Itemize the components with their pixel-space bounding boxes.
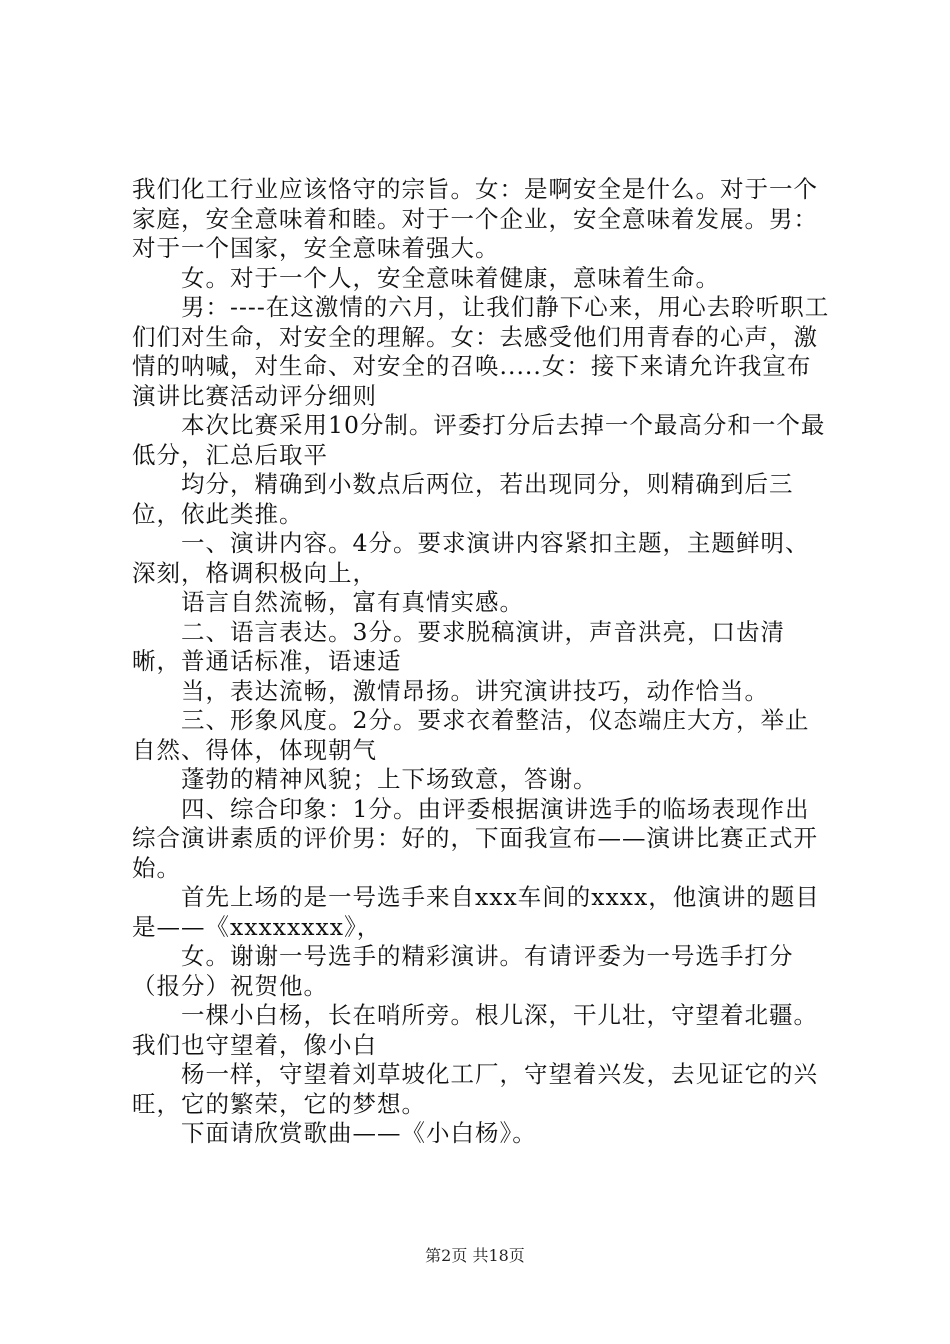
paragraph: 下面请欣赏歌曲——《小白杨》。 [181,1119,537,1147]
paragraph: 女。谢谢一号选手的精彩演讲。有请评委为一号选手打分（报分）祝贺他。 [132,942,794,1000]
paragraph: 女。对于一个人，安全意味着健康，意味着生命。 [181,263,720,292]
paragraph: 四、综合印象：1分。由评委根据演讲选手的临场表现作出综合演讲素质的评价男：好的，下面我宣布——演讲比赛正式开始。 [132,794,818,882]
paragraph: 一、演讲内容。4分。要求演讲内容紧扣主题，主题鲜明、深刻，格调积极向上， [132,529,810,587]
paragraph: 本次比赛采用10分制。评委打分后去掉一个最高分和一个最低分，汇总后取平 [132,411,826,469]
paragraph: 二、语言表达。3分。要求脱稿演讲，声音洪亮，口齿清晰，普通话标准，语速适 [132,617,785,675]
paragraph: 均分，精确到小数点后两位，若出现同分，则精确到后三位，依此类推。 [132,470,794,528]
paragraph: 蓬勃的精神风貌；上下场致意，答谢。 [181,765,598,793]
paragraph: 首先上场的是一号选手来自xxx车间的xxxx，他演讲的题目是——《xxxxxxxx》， [132,883,820,941]
paragraph: 我们化工行业应该恪守的宗旨。女：是啊安全是什么。对于一个家庭，安全意味着和睦。对于一个企业，安全意味着发展。男：对于一个国家，安全意味着强大。 [132,175,818,262]
paragraph: 三、形象风度。2分。要求衣着整洁，仪态端庄大方，举止自然、得体，体现朝气 [132,706,810,764]
paragraph: 一棵小白杨，长在哨所旁。根儿深，干儿壮，守望着北疆。我们也守望着，像小白 [132,1001,818,1059]
paragraph: 男：----在这激情的六月，让我们静下心来，用心去聆听职工们们对生命，对安全的理解。女：去感受他们用青春的心声，激情的呐喊，对生命、对安全的召唤.....女：接下来请允许我宣布演讲比赛活动评分细则 [132,293,830,410]
page-number-footer: 第2页 共18页 [425,1246,525,1265]
paragraph: 当，表达流畅，激情昂扬。讲究演讲技巧，动作恰当。 [181,676,769,705]
paragraph: 杨一样，守望着刘草坡化工厂，守望着兴发，去见证它的兴旺，它的繁荣，它的梦想。 [132,1060,818,1118]
document-body [132,175,832,1149]
paragraph: 语言自然流畅，富有真情实感。 [181,588,524,616]
